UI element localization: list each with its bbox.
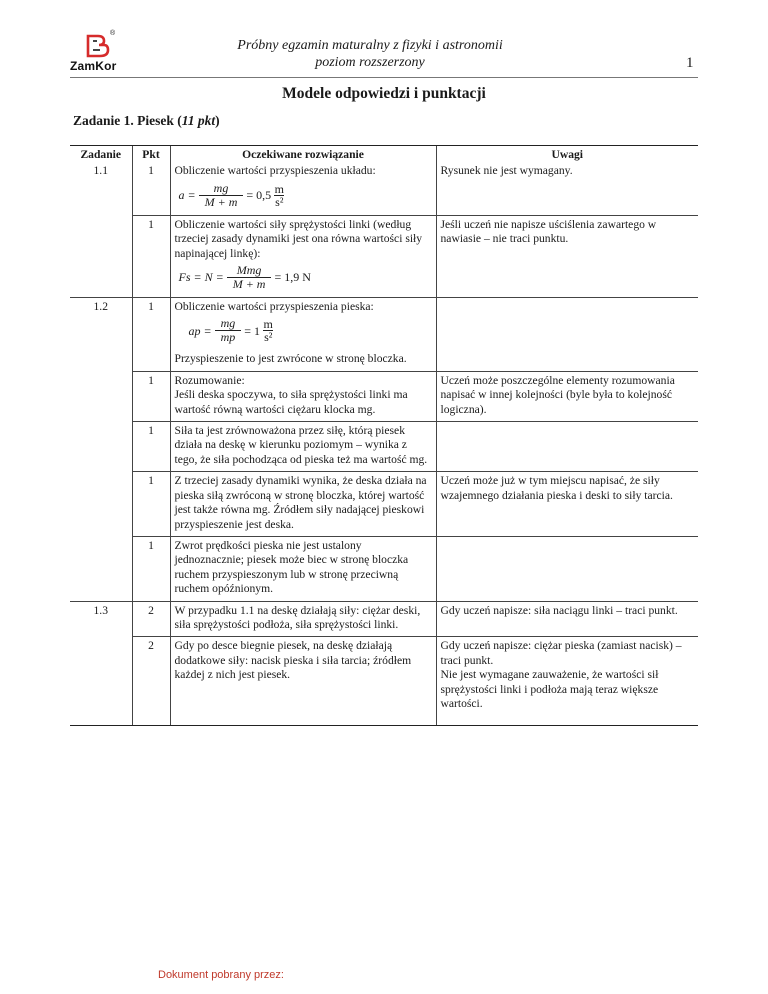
formula-lhs: ap = xyxy=(188,323,212,338)
solution-cell: Zwrot prędkości pieska nie jest ustalony jednoznacznie; piesek może biec w stronę bloczka ruchem przyspieszonym lub w stronę przeciwną ruchem opóźnionym. xyxy=(170,536,436,601)
page-header xyxy=(0,0,768,80)
solution-cell xyxy=(170,371,436,421)
solution-cell: Gdy po desce biegnie piesek, na deskę działają dodatkowe siły: nacisk pieska i siła tarcia; źródłem każdej z nich jest piesek. xyxy=(170,637,436,726)
solution-cell: W przypadku 1.1 na deskę działają siły: ciężar deski, siła sprężystości podłoża, siła sprężystości linki. xyxy=(170,601,436,637)
table-row xyxy=(70,422,698,472)
fraction-denominator: mp xyxy=(215,330,242,344)
solution-text: Obliczenie wartości przyspieszenia pieska: xyxy=(174,300,374,314)
task-heading-suffix: ) xyxy=(215,113,220,128)
exam-title-line1: Próbny egzamin maturalny z fizyki i astronomii xyxy=(237,38,503,53)
brand-name: ZamKor xyxy=(70,59,117,73)
unit-den: s² xyxy=(264,330,273,345)
table-row xyxy=(70,637,698,726)
note-cell xyxy=(436,637,698,726)
points-cell: 2 xyxy=(132,601,170,637)
formula xyxy=(189,317,432,344)
solution-text-2: Przyspieszenie to jest zwrócone w stronę bloczka. xyxy=(174,352,407,366)
unit xyxy=(274,183,284,208)
task-number xyxy=(70,422,132,472)
header-rule xyxy=(70,77,698,78)
document-title: Modele odpowiedzi i punktacji xyxy=(282,85,486,102)
points-cell: 1 xyxy=(132,472,170,537)
formula-lhs: Fs = N = xyxy=(178,270,224,285)
col-header-points: Pkt xyxy=(132,146,170,163)
registered-mark: ® xyxy=(110,30,116,37)
unit-num: m xyxy=(274,181,284,196)
page-number: 1 xyxy=(686,55,694,71)
note-cell: Rysunek nie jest wymagany. xyxy=(436,162,698,215)
answer-table xyxy=(70,145,698,726)
zamkor-logo-icon xyxy=(84,34,110,58)
fraction xyxy=(227,264,272,291)
task-heading-prefix: Zadanie 1. Piesek ( xyxy=(73,113,182,128)
task-heading xyxy=(73,113,220,129)
table-row xyxy=(70,601,698,637)
formula xyxy=(179,182,432,209)
fraction-numerator: Mmg xyxy=(236,263,262,278)
solution-cell xyxy=(170,298,436,372)
table-row xyxy=(70,472,698,537)
task-number xyxy=(70,371,132,421)
points-cell: 1 xyxy=(132,162,170,215)
solution-text: Obliczenie wartości przyspieszenia układu: xyxy=(174,164,376,178)
table-row xyxy=(70,215,698,297)
task-number xyxy=(70,472,132,537)
table-row xyxy=(70,536,698,601)
exam-title xyxy=(200,37,540,71)
task-points: 11 pkt xyxy=(181,113,216,128)
note-cell: Uczeń może poszczególne elementy rozumowania napisać w innej kolejności (byle była to kolejność logiczna). xyxy=(436,371,698,421)
fraction-denominator: M + m xyxy=(199,195,244,209)
fraction xyxy=(215,317,242,344)
solution-cell: Siła ta jest zrównoważona przez siłę, którą piesek działa na deskę w kierunku poziomym – wynika z tego, że siła pochodząca od pieska też ma wartość mg. xyxy=(170,422,436,472)
formula xyxy=(179,264,432,291)
points-cell: 1 xyxy=(132,215,170,297)
solution-text: Rozumowanie: Jeśli deska spoczywa, to siła sprężystości linki ma wartość równą wartości ciężaru klocka mg. xyxy=(174,373,408,416)
fraction-numerator: mg xyxy=(213,180,229,195)
note-cell: Jeśli uczeń nie napisze uściślenia zawartego w nawiasie – nie traci punktu. xyxy=(436,215,698,297)
unit-num: m xyxy=(263,317,273,332)
note-cell xyxy=(436,298,698,372)
task-number xyxy=(70,536,132,601)
points-cell: 1 xyxy=(132,422,170,472)
task-number: 1.3 xyxy=(70,601,132,637)
note-cell xyxy=(436,536,698,601)
note-cell: Uczeń może już w tym miejscu napisać, że siły wzajemnego działania pieska i deski to siły tarcia. xyxy=(436,472,698,537)
table-header-row xyxy=(70,146,698,163)
table-row xyxy=(70,298,698,372)
note-cell xyxy=(436,422,698,472)
points-cell: 1 xyxy=(132,536,170,601)
unit xyxy=(263,318,273,343)
task-number: 1.2 xyxy=(70,298,132,372)
fraction-denominator: M + m xyxy=(227,277,272,291)
task-number xyxy=(70,637,132,726)
task-number xyxy=(70,215,132,297)
solution-cell xyxy=(170,162,436,215)
formula-lhs: a = xyxy=(178,188,196,203)
table-row xyxy=(70,371,698,421)
solution-text: Obliczenie wartości siły sprężystości linki (według trzeciej zasady dynamiki jest ona równa wartości siły napinającej linkę): xyxy=(174,217,423,260)
solution-cell xyxy=(170,215,436,297)
points-cell: 2 xyxy=(132,637,170,726)
formula-value: = 0,5 xyxy=(246,188,272,203)
note-text: Gdy uczeń napisze: ciężar pieska (zamiast nacisk) – traci punkt. Nie jest wymagane zauważenie, że wartości sił sprężystości linki i podłoża mają teraz większe wartości. xyxy=(440,639,682,710)
note-cell: Gdy uczeń napisze: siła naciągu linki – traci punkt. xyxy=(436,601,698,637)
task-number: 1.1 xyxy=(93,164,108,178)
exam-title-line2: poziom rozszerzony xyxy=(315,55,425,70)
zamkor-logo xyxy=(70,30,130,74)
formula-value: = 1,9 N xyxy=(274,270,311,285)
solution-cell: Z trzeciej zasady dynamiki wynika, że deska działa na pieska siłą zwróconą w stronę bloczka, której wartość jest także równa mg. Źródłem siły nadającej pieskowi przyspieszenie jest deska. xyxy=(170,472,436,537)
fraction xyxy=(199,182,244,209)
col-header-task: Zadanie xyxy=(70,146,132,163)
unit-den: s² xyxy=(275,194,284,209)
col-header-solution: Oczekiwane rozwiązanie xyxy=(170,146,436,163)
col-header-notes: Uwagi xyxy=(436,146,698,163)
table-row xyxy=(70,162,698,215)
formula-value: = 1 xyxy=(244,323,261,338)
points-cell: 1 xyxy=(132,298,170,372)
points-cell: 1 xyxy=(132,371,170,421)
download-footer: Dokument pobrany przez: xyxy=(158,969,284,981)
fraction-numerator: mg xyxy=(220,316,236,331)
